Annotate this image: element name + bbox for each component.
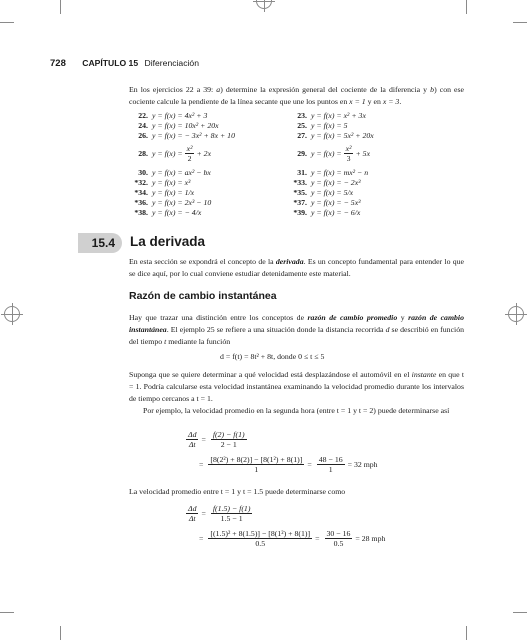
exercise: [128, 208, 201, 218]
numerator: 30 − 16: [326, 529, 351, 538]
numerator: [8(2²) + 8(2)] − [8(1²) + 8(1)]: [210, 455, 303, 464]
text: y: [397, 313, 409, 322]
crop-mark: [60, 0, 61, 14]
denominator: 1.5 − 1: [220, 514, 243, 523]
crop-mark: [60, 626, 61, 640]
text: instante: [411, 370, 437, 379]
exercise: [287, 131, 374, 141]
result: = 28 mph: [355, 534, 386, 543]
exercise-number: 25.: [297, 121, 307, 130]
key-term: razón de cambio instantánea: [129, 313, 464, 334]
exercise: [128, 131, 235, 141]
exercise-expression: y = f(x) =: [311, 148, 342, 158]
exercise-expression: y = f(x) = x² + 3x: [311, 111, 366, 120]
exercise-expression: y = f(x) = ax² − bx: [152, 168, 211, 177]
text: .: [399, 97, 402, 106]
paragraph: [129, 312, 464, 348]
paragraph: Por ejemplo, la velocidad promedio en la segunda hora (entre t = 1 y t = 2) puede determinarse así: [143, 406, 450, 415]
exercise-number: 27.: [297, 131, 307, 140]
exercise-number: *32.: [134, 178, 148, 187]
exercise-instructions: [129, 84, 464, 108]
fraction: [317, 455, 345, 474]
chapter-title: Diferenciación: [144, 58, 199, 68]
registration-mark: [4, 306, 20, 322]
exercise-expression: y = f(x) = − 4/x: [152, 208, 202, 217]
exercise-expression: + 2x: [196, 148, 212, 158]
fraction: [211, 430, 247, 449]
numerator: 48 − 16: [318, 455, 343, 464]
text: Hay que trazar una distinción entre los conceptos de: [129, 313, 308, 322]
equation-row: [199, 529, 388, 548]
exercise-expression: y = f(x) = 5x² + 20x: [311, 131, 374, 140]
crop-mark: [0, 22, 14, 23]
exercise-expression: y = f(x) = 4x² + 3: [152, 111, 208, 120]
exercise-number: 24.: [138, 121, 148, 130]
exercise-expression: y = f(x) = 5/x: [311, 188, 354, 197]
numerator: x²: [186, 144, 193, 153]
exercise: [287, 111, 366, 121]
section-number-badge: 15.4: [78, 233, 122, 253]
subsection-title: Razón de cambio instantánea: [129, 290, 277, 302]
crop-mark: [0, 612, 14, 613]
text: x = 3: [382, 97, 400, 106]
text: . Es un concepto fundamental para entender lo que se dice aquí, por lo cual conviene estudiar detenidamente este material.: [129, 257, 465, 278]
crop-mark: [513, 22, 527, 23]
denominator: 0.5: [255, 539, 266, 548]
numerator: f(2) − f(1): [212, 430, 245, 439]
equation-row: [184, 504, 255, 523]
denominator: 0.5: [333, 539, 344, 548]
exercise: [287, 188, 353, 198]
exercise-number: 30.: [138, 168, 148, 177]
text: x = 1: [349, 97, 366, 106]
exercise: [287, 168, 368, 178]
denominator: Δt: [188, 514, 196, 523]
fraction: [208, 529, 312, 548]
text: . El ejemplo 25 se refiere a una situación donde la distancia recorrida: [166, 325, 386, 334]
exercise-expression: + 5x: [355, 148, 371, 158]
exercise-expression: y = f(x) = 1/x: [152, 188, 195, 197]
exercise-number: *36.: [134, 198, 148, 207]
result: = 32 mph: [347, 460, 378, 469]
text: y en: [365, 97, 383, 106]
exercise: [128, 121, 219, 131]
text: b: [430, 85, 435, 94]
exercise-number: *33.: [293, 178, 307, 187]
denominator: 3: [346, 154, 351, 163]
denominator: 2: [187, 154, 192, 163]
fraction: [325, 529, 353, 548]
exercise-expression: y = f(x) = 10x² + 20x: [152, 121, 219, 130]
paragraph: La velocidad promedio entre t = 1 y t = 1.5 puede determinarse como: [129, 487, 346, 496]
exercise-number: 28.: [138, 148, 148, 158]
chapter-label: CAPÍTULO 15: [82, 58, 139, 68]
exercise: [128, 198, 211, 208]
text: Suponga que se quiere determinar a qué velocidad está desplazándose el automóvil en el: [129, 370, 412, 379]
exercise-expression: y = f(x) =: [152, 148, 183, 158]
numerator: [(1.5)² + 8(1.5)] − [8(1²) + 8(1)]: [210, 529, 311, 538]
exercise-expression: y = f(x) = 5: [311, 121, 348, 130]
registration-mark: [508, 306, 524, 322]
registration-mark: [256, 0, 272, 9]
equals: =: [201, 509, 206, 518]
exercise-number: *39.: [293, 208, 307, 217]
fraction: [186, 430, 198, 449]
equals: =: [199, 534, 204, 543]
equals: =: [315, 534, 320, 543]
exercise: [128, 144, 211, 163]
exercise-expression: y = f(x) = − 6/x: [311, 208, 361, 217]
exercise-number: *35.: [293, 188, 307, 197]
exercise: [287, 208, 360, 218]
exercise-number: *37.: [293, 198, 307, 207]
key-term: razón de cambio promedio: [307, 313, 398, 322]
exercise: [128, 111, 207, 121]
text: En los ejercicios 22 a 39:: [129, 85, 217, 94]
exercise-number: *34.: [134, 188, 148, 197]
exercise-number: *38.: [134, 208, 148, 217]
text: ) con ese cociente calcule la pendiente de la línea secante que une los puntos en: [129, 85, 465, 106]
numerator: x²: [345, 144, 352, 153]
exercise-expression: y = f(x) = − 3x² + 8x + 10: [152, 131, 235, 140]
exercise: [128, 188, 194, 198]
exercise: [287, 144, 370, 163]
exercise-number: 26.: [138, 131, 148, 140]
denominator: 2 − 1: [220, 440, 237, 449]
fraction: [211, 504, 253, 523]
exercise: [287, 198, 361, 208]
crop-mark: [466, 626, 467, 640]
denominator: 1: [254, 465, 259, 474]
exercise: [128, 178, 190, 188]
equation-row: [184, 430, 250, 449]
running-header: [50, 58, 199, 69]
exercise-expression: y = f(x) = 2x³ − 10: [152, 198, 212, 207]
exercise-expression: y = f(x) = mx² − n: [311, 168, 369, 177]
crop-mark: [466, 0, 467, 14]
key-term: derivada: [275, 257, 304, 266]
text: se describió en función del tiempo: [129, 325, 464, 346]
fraction: [208, 455, 304, 474]
text: a: [216, 85, 221, 94]
equals: =: [201, 435, 206, 444]
exercise-expression: y = f(x) = − 2x³: [311, 178, 361, 187]
crop-mark: [513, 612, 527, 613]
denominator: 1: [328, 465, 333, 474]
fraction: [344, 144, 354, 163]
equation-row: [199, 455, 381, 474]
text: mediante la función: [166, 337, 231, 346]
numerator: Δd: [188, 430, 197, 439]
paragraph: [129, 369, 464, 405]
page-number: 728: [50, 58, 66, 69]
denominator: Δt: [188, 440, 196, 449]
section-intro-paragraph: [129, 256, 464, 280]
numerator: f(1.5) − f(1): [212, 504, 251, 513]
equals: =: [307, 460, 312, 469]
exercise-expression: y = f(x) = x³: [152, 178, 191, 187]
fraction: [185, 144, 195, 163]
fraction: [186, 504, 198, 523]
text: ) determine la expresión general del cociente de la diferencia y: [220, 85, 431, 94]
exercise-number: 22.: [138, 111, 148, 120]
exercise-number: 31.: [297, 168, 307, 177]
exercise-number: 29.: [297, 148, 307, 158]
text: en que t = 1. Podría calcularse esta velocidad instantánea examinando la velocidad promedio durante los intervalos de tiempo cercanos a t = 1.: [129, 370, 464, 403]
display-equation: d = f(t) = 8t² + 8t, donde 0 ≤ t ≤ 5: [220, 352, 325, 361]
text: d: [385, 325, 390, 334]
section-title: La derivada: [130, 234, 206, 249]
text: En esta sección se expondrá el concepto de la: [129, 257, 276, 266]
text: t: [164, 337, 167, 346]
exercise: [128, 168, 211, 178]
numerator: Δd: [188, 504, 197, 513]
exercise: [287, 178, 361, 188]
exercise-number: 23.: [297, 111, 307, 120]
exercise-expression: y = f(x) = − 5x³: [311, 198, 361, 207]
equals: =: [199, 460, 204, 469]
exercise: [287, 121, 348, 131]
